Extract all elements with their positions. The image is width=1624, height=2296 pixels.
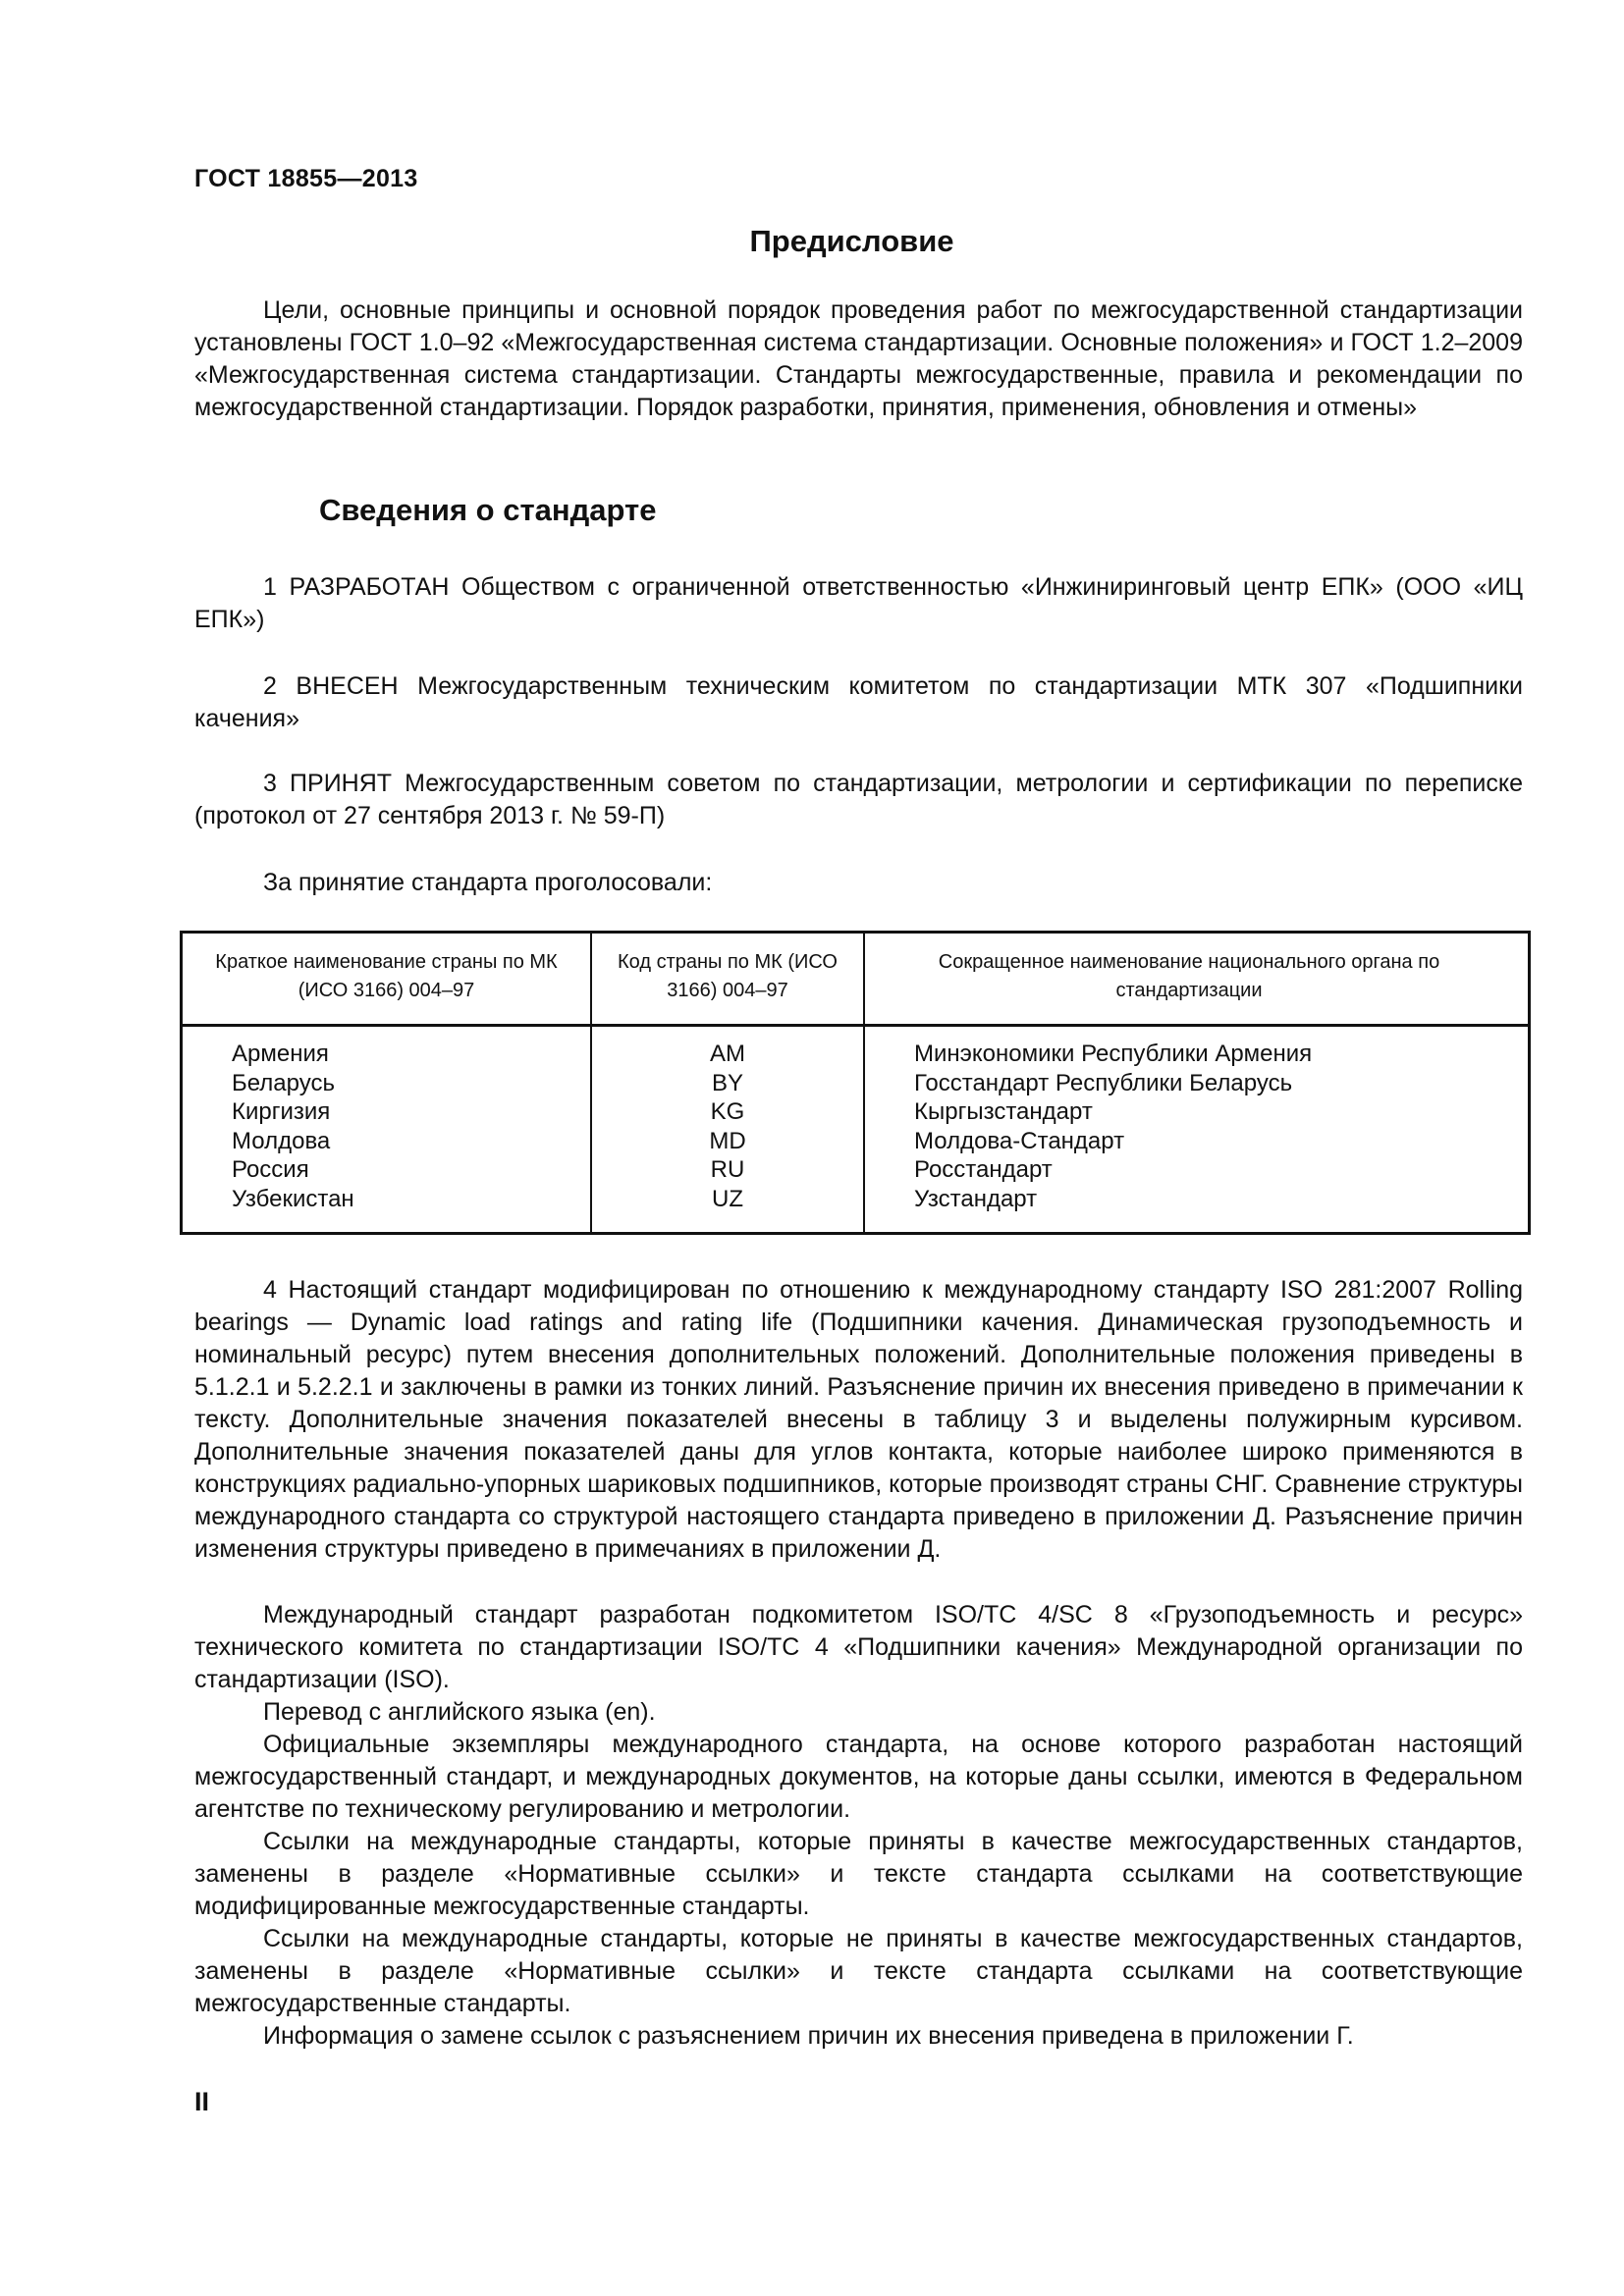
table-cell-code: AM — [710, 1041, 745, 1067]
table-cell-body: Кыргызстандарт — [914, 1098, 1093, 1125]
table-cell-body: Молдова-Стандарт — [914, 1127, 1125, 1154]
table-column-bodies — [914, 1040, 1312, 1213]
table-header-code: Код страны по МК (ИСО 3166) 004–97 — [618, 951, 838, 1001]
preface-paragraph: Цели, основные принципы и основной порядок проведения работ по межгосударственной стандартизации установлены ГОСТ 1.0–92 «Межгосударственная система стандартизации. Основные положения» и ГОСТ 1.2–2009 «Межгосударственная система стандартизации. Стандарты межгосударственные, правила и рекомендации по межгосударственной стандартизации. Порядок разработки, принятия, применения, обновления и отмены» — [194, 296, 1523, 421]
table-header-body: Сокращенное наименование национального органа по стандартизации — [938, 951, 1440, 1001]
table-cell-code: BY — [711, 1069, 743, 1096]
table-cell-body: Росстандарт — [914, 1156, 1053, 1183]
document-code-header: ГОСТ 18855—2013 — [194, 165, 418, 192]
section4-paragraph-translation: Перевод с английского языка (en). — [263, 1698, 656, 1726]
voted-intro: За принятие стандарта проголосовали: — [263, 869, 713, 896]
table-header-divider — [183, 1024, 1528, 1027]
table-cell-country: Узбекистан — [232, 1185, 354, 1212]
table-cell-body: Минэкономики Республики Армения — [914, 1041, 1313, 1067]
section4-paragraph-references-info: Информация о замене ссылок с разъяснением причин их внесения приведена в приложении Г. — [263, 2022, 1354, 2050]
voting-table — [180, 931, 1531, 1235]
table-cell-code: KG — [710, 1098, 745, 1125]
item-developed: 1 РАЗРАБОТАН Обществом с ограниченной ответственностью «Инжиниринговый центр ЕПК» (ООО «ИЦ ЕПК») — [194, 573, 1523, 633]
section4-paragraph-nonadopted-refs: Ссылки на международные стандарты, которые не приняты в качестве межгосударственных стандартов, заменены в разделе «Нормативные ссылки» и тексте стандарта ссылками на соответствующие межгосударственные стандарты. — [194, 1925, 1523, 2017]
page-number: II — [194, 2087, 210, 2116]
table-cell-code: MD — [709, 1127, 746, 1154]
section-title-preface: Предисловие — [749, 224, 954, 258]
table-header-country: Краткое наименование страны по МК (ИСО 3166) 004–97 — [215, 951, 558, 1001]
table-cell-body: Госстандарт Республики Беларусь — [914, 1069, 1293, 1096]
table-cell-country: Беларусь — [232, 1069, 335, 1096]
table-cell-country: Молдова — [232, 1127, 331, 1154]
section4-paragraph-official-copies: Официальные экземпляры международного стандарта, на основе которого разработан настоящий межгосударственный стандарт, и международных документов, на которые даны ссылки, имеются в Федеральном агентстве по техническому регулированию и метрологии. — [194, 1731, 1523, 1823]
table-cell-country: Киргизия — [232, 1098, 331, 1125]
table-cell-country: Россия — [232, 1156, 309, 1183]
table-column-countries — [232, 1040, 354, 1213]
table-cell-code: RU — [710, 1156, 745, 1183]
item-introduced: 2 ВНЕСЕН Межгосударственным техническим комитетом по стандартизации МТК 307 «Подшипники качения» — [194, 672, 1523, 732]
item-adopted: 3 ПРИНЯТ Межгосударственным советом по стандартизации, метрологии и сертификации по переписке (протокол от 27 сентября 2013 г. № 59-П) — [194, 770, 1523, 829]
section4-paragraph-modification: 4 Настоящий стандарт модифицирован по отношению к международному стандарту ISO 281:2007 Rolling bearings — Dynamic load ratings and rating life (Подшипники качения. Динамическая грузоподъемность и номинальный ресурс) путем внесения дополнительных положений. Дополнительные положения приведены в 5.1.2.1 и 5.2.2.1 и заключены в рамки из тонких линий. Разъяснение причин их внесения приведено в примечании к тексту. Дополнительные значения показателей внесены в таблицу 3 и выделены полужирным курсивом. Дополнительные значения показателей даны для углов контакта, которые наиболее широко применяются в конструкциях радиально-упорных шариковых подшипников, которые производят страны СНГ. Сравнение структуры международного стандарта со структурой настоящего стандарта приведено в приложении Д. Разъяснение причин изменения структуры приведено в примечаниях в приложении Д. — [194, 1276, 1523, 1563]
section-title-standard-info: Сведения о стандарте — [319, 493, 657, 527]
table-cell-body: Узстандарт — [914, 1185, 1038, 1212]
table-column-codes — [592, 1040, 863, 1213]
section4-paragraph-developer: Международный стандарт разработан подкомитетом ISO/TC 4/SC 8 «Грузоподъемность и ресурс» технического комитета по стандартизации ISO/TC 4 «Подшипники качения» Международной организации по стандартизации (ISO). — [194, 1601, 1523, 1693]
table-divider — [863, 934, 865, 1232]
section4-paragraph-adopted-refs: Ссылки на международные стандарты, которые приняты в качестве межгосударственных стандартов, заменены в разделе «Нормативные ссылки» и тексте стандарта ссылками на соответствующие модифицированные межгосударственные стандарты. — [194, 1828, 1523, 1920]
table-cell-country: Армения — [232, 1041, 329, 1067]
table-cell-code: UZ — [712, 1185, 743, 1212]
